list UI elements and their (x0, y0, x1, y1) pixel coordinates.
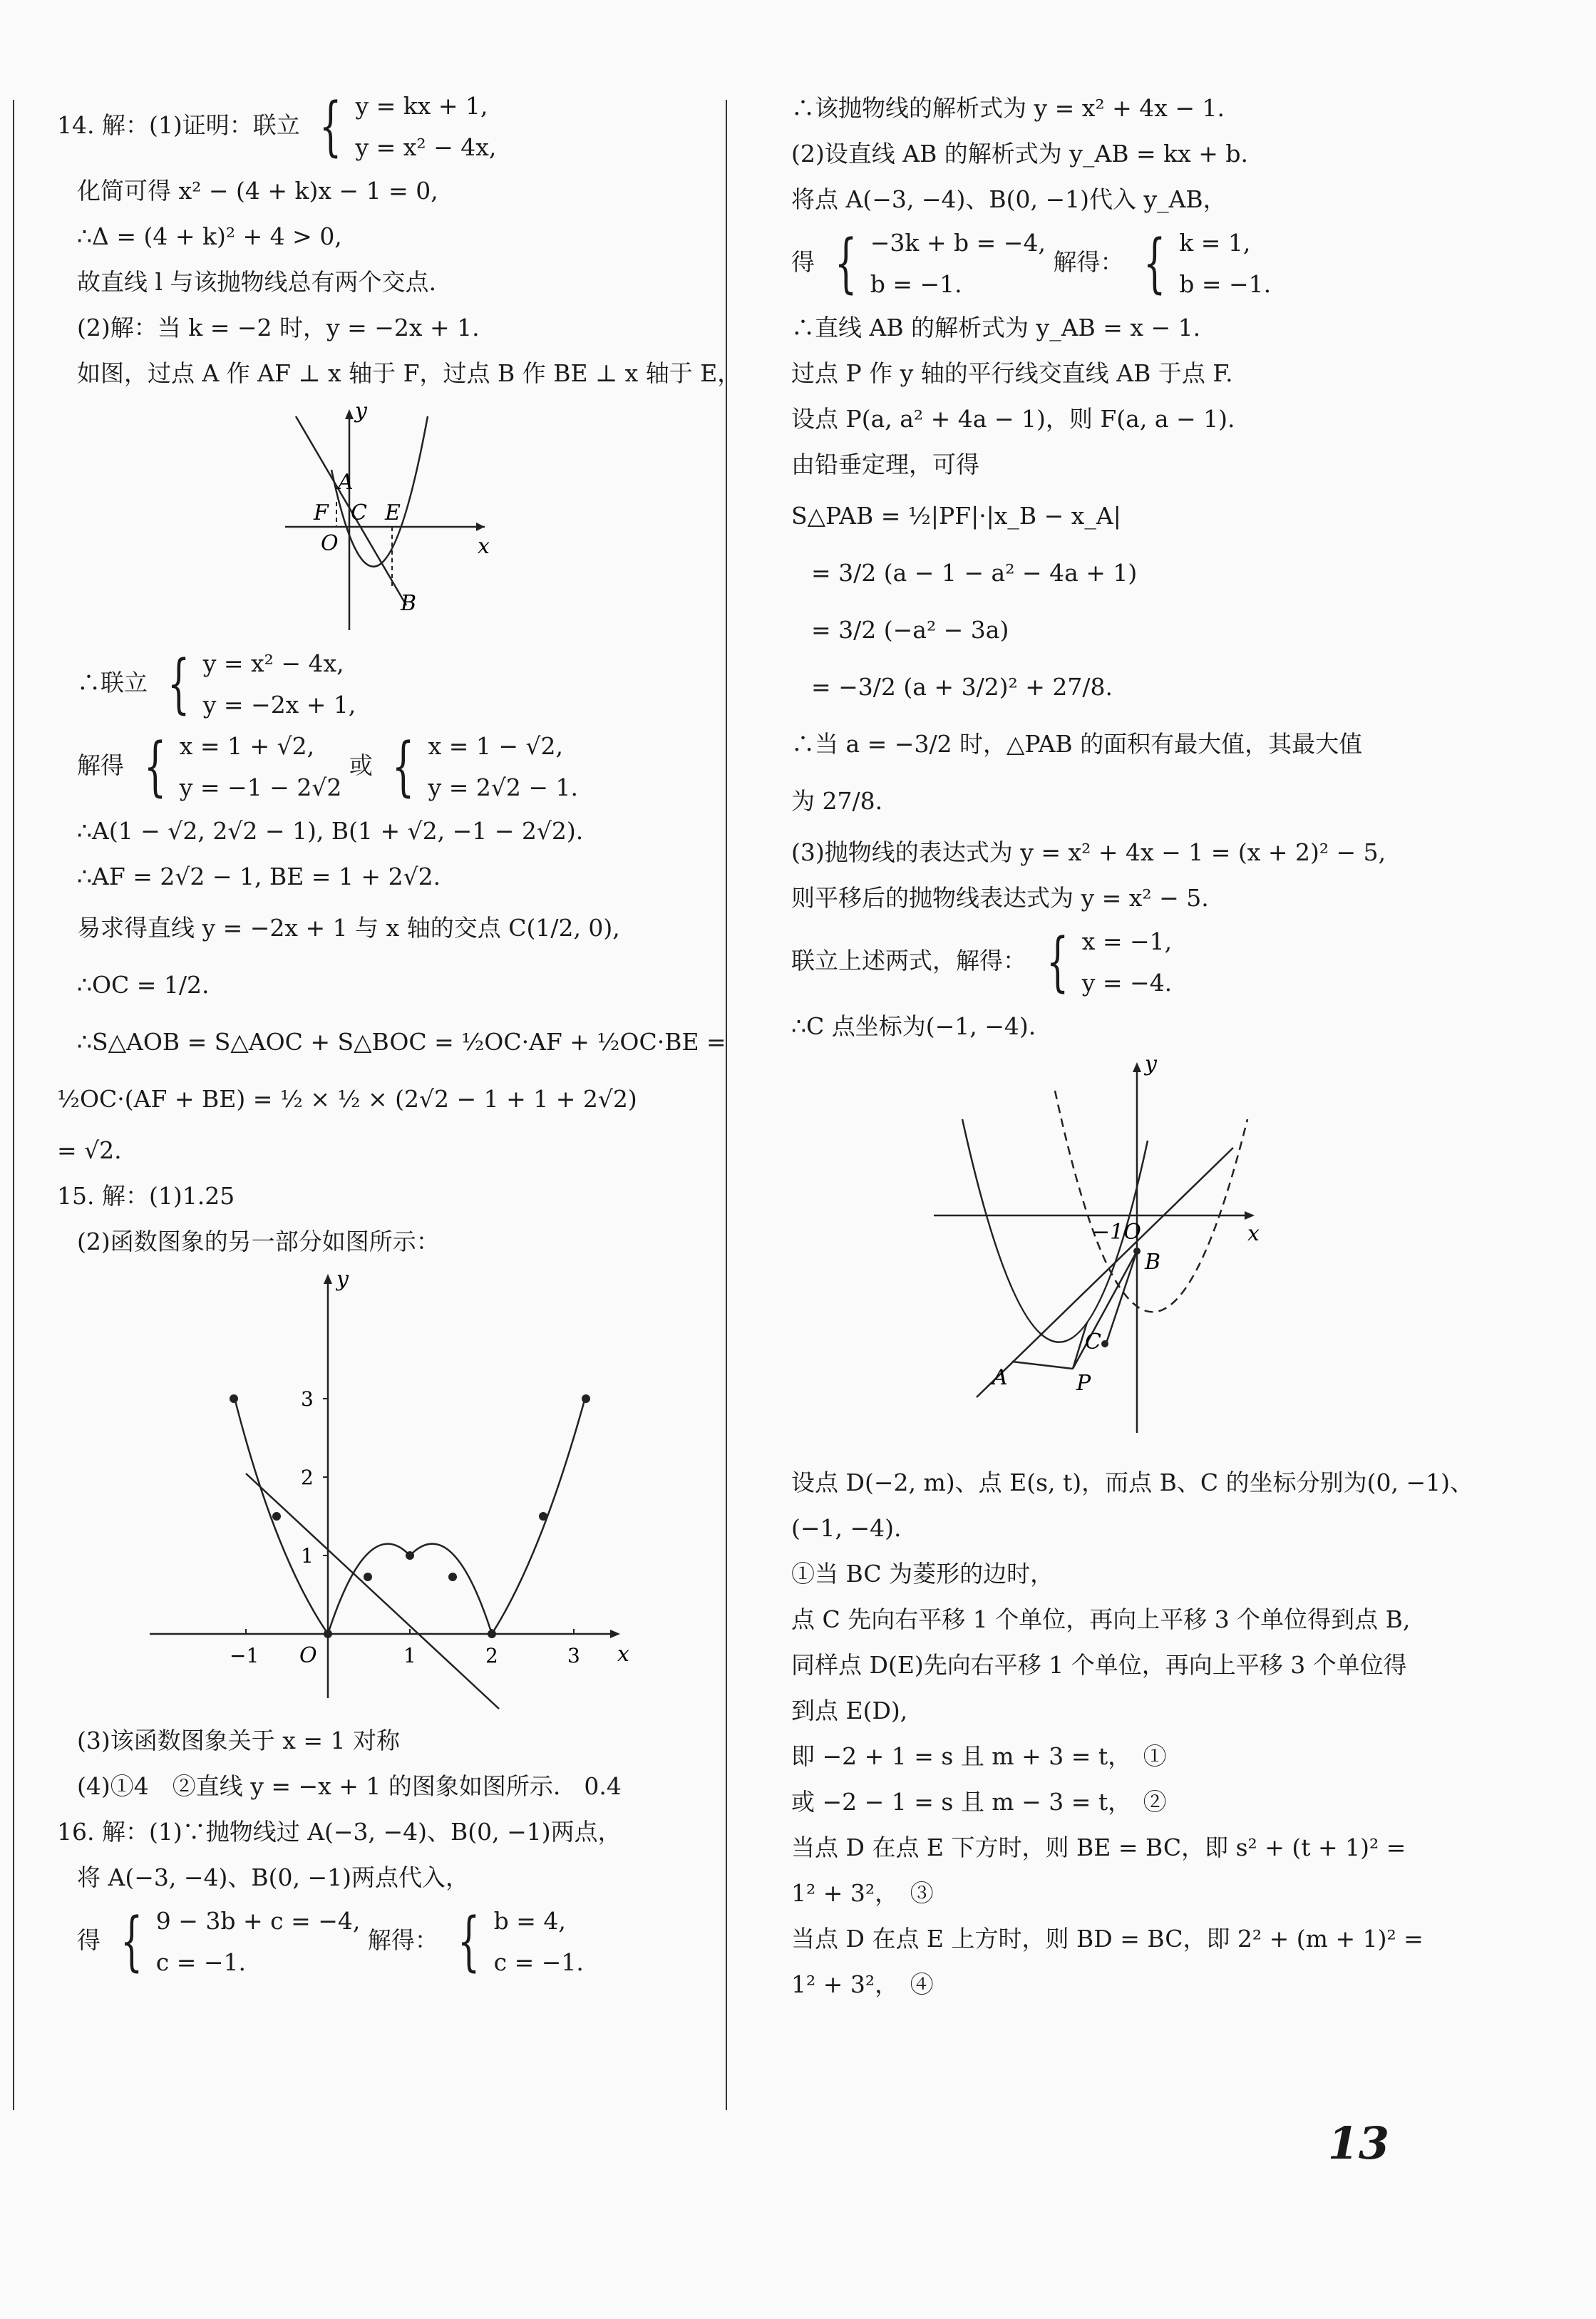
ab-system: { −3k + b = −4, b = −1. (834, 226, 1046, 301)
right-line-19: 设点 D(−2, m)、点 E(s, t)，而点 B、C 的坐标分别为(0, −1)、 (791, 1469, 1473, 1496)
fig2-origin: O (299, 1643, 317, 1668)
right-line-13: ∴当 a = −3/2 时，△PAB 的面积有最大值，其最大值 (791, 730, 1363, 758)
right-line-2: (2)设直线 AB 的解析式为 y_AB = kx + b. (791, 140, 1249, 168)
c-solution: { x = −1, y = −4. (1046, 925, 1173, 999)
q14-line-14: ½OC·(AF + BE) = ½ × ½ × (2√2 − 1 + 1 + 2√2) (57, 1085, 637, 1113)
q14-line-9: ∴A(1 − √2, 2√2 − 1), B(1 + √2, −1 − 2√2). (77, 817, 584, 845)
fig1-origin: O (321, 531, 339, 556)
right-column (791, 86, 1518, 2007)
q15-line-2: (2)函数图象的另一部分如图所示： (77, 1228, 440, 1255)
right-line-26: 或 −2 − 1 = s 且 m − 3 = t， ② (791, 1788, 1167, 1816)
right-line-5: ∴直线 AB 的解析式为 y_AB = x − 1. (791, 314, 1201, 341)
fig3-point-c: C (1085, 1330, 1101, 1354)
right-line-18: ∴C 点坐标为(−1, −4). (791, 1012, 1036, 1040)
q16-line-2: 将 A(−3, −4)、B(0, −1)两点代入， (77, 1863, 469, 1891)
q15-line-4: (4)①4 ②直线 y = −x + 1 的图象如图所示. 0.4 (77, 1772, 622, 1800)
right-line-27: 当点 D 在点 E 下方时，则 BE = BC，即 s² + (t + 1)² = (791, 1834, 1406, 1861)
fig2-tick-x3: 3 (567, 1644, 580, 1667)
right-line-12: = −3/2 (a + 3/2)² + 27/8. (811, 673, 1113, 701)
q14-line-4: 故直线 l 与该抛物线总有两个交点. (77, 268, 437, 296)
right-line-14: 为 27/8. (791, 787, 883, 815)
fig2-x-label: x (617, 1642, 629, 1667)
fig2-tick-y1: 1 (301, 1544, 314, 1568)
right-line-28: 1² + 3²， ③ (791, 1879, 934, 1907)
right-line-17: 联立上述两式，解得： { x = −1, y = −4. (791, 921, 1518, 1004)
q15-line-3: (3)该函数图象关于 x = 1 对称 (77, 1727, 400, 1754)
q14-line-12: ∴OC = 1/2. (77, 971, 210, 999)
right-line-9: S△PAB = ½|PF|·|x_B − x_A| (791, 502, 1121, 530)
right-line-10: = 3/2 (a − 1 − a² − 4a + 1) (811, 559, 1138, 587)
fig1-point-e: E (385, 500, 401, 525)
q14-line-7: ∴联立 { y = x² − 4x, y = −2x + 1, (57, 643, 713, 726)
fig2-y-label: y (336, 1270, 349, 1292)
q14-solution-2: { x = 1 − √2, y = 2√2 − 1. (392, 729, 579, 804)
q15-line-1: 15. 解：(1)1.25 (57, 1182, 235, 1210)
fig3-point-a: A (992, 1365, 1008, 1390)
right-line-29: 当点 D 在点 E 上方时，则 BD = BC，即 2² + (m + 1)² = (791, 1925, 1423, 1953)
left-column (57, 86, 741, 1983)
right-line-7: 设点 P(a, a² + 4a − 1)，则 F(a, a − 1). (791, 405, 1235, 433)
fig1-point-c: C (351, 500, 367, 525)
q16-line-3: 得 { 9 − 3b + c = −4, c = −1. 解得： { b = 4, c = −1. (57, 1901, 713, 1983)
fig3-point-b: B (1145, 1250, 1161, 1275)
right-line-24: 到点 E(D), (791, 1697, 908, 1724)
fig3-y-label: y (1145, 1055, 1157, 1076)
right-line-30: 1² + 3²， ④ (791, 1970, 934, 1998)
fig2-tick-xm1: −1 (230, 1644, 259, 1667)
right-line-20: (−1, −4). (791, 1514, 902, 1542)
right-line-6: 过点 P 作 y 轴的平行线交直线 AB 于点 F. (791, 359, 1233, 387)
left-margin-rule (13, 100, 14, 2110)
q16-solution: { b = 4, c = −1. (458, 1904, 584, 1979)
right-line-16: 则平移后的抛物线表达式为 y = x² − 5. (791, 884, 1209, 912)
q16-parabolas-figure (791, 1055, 1518, 1454)
q14-line-10: ∴AF = 2√2 − 1, BE = 1 + 2√2. (77, 863, 441, 890)
q14-head: 14. 解：(1)证明：联立 { y = kx + 1, y = x² − 4x, (57, 86, 713, 168)
q14-parabola-figure (57, 402, 713, 637)
right-line-1: ∴该抛物线的解析式为 y = x² + 4x − 1. (791, 94, 1225, 122)
column-divider (726, 100, 727, 2110)
fig3-point-p: P (1076, 1371, 1091, 1396)
right-line-25: 即 −2 + 1 = s 且 m + 3 = t， ① (791, 1742, 1167, 1770)
fig3-x-label: x (1247, 1221, 1260, 1246)
fig2-tick-y3: 3 (301, 1387, 314, 1411)
fig3-origin-label: −1O (1092, 1220, 1141, 1245)
right-line-3: 将点 A(−3, −4)、B(0, −1)代入 y_AB， (791, 185, 1227, 213)
q14-solution-1: { x = 1 + √2, y = −1 − 2√2 (143, 729, 342, 804)
page-number: 13 (1327, 2117, 1389, 2169)
right-line-22: 点 C 先向右平移 1 个单位，再向上平移 3 个单位得到点 B, (791, 1605, 1411, 1633)
ab-solution: { k = 1, b = −1. (1143, 226, 1272, 301)
q14-system-1: { y = kx + 1, y = x² − 4x, (319, 89, 497, 164)
right-line-23: 同样点 D(E)先向右平移 1 个单位，再向上平移 3 个单位得 (791, 1651, 1407, 1679)
fig1-point-b: B (401, 591, 417, 616)
right-line-15: (3)抛物线的表达式为 y = x² + 4x − 1 = (x + 2)² − 5, (791, 838, 1386, 866)
fig2-tick-x2: 2 (485, 1644, 498, 1667)
fig1-point-f: F (314, 500, 329, 525)
right-line-21: ①当 BC 为菱形的边时， (791, 1560, 1054, 1588)
q14-line-5: (2)解：当 k = −2 时，y = −2x + 1. (77, 314, 480, 341)
right-line-8: 由铅垂定理，可得 (791, 451, 979, 478)
fig1-x-label: x (478, 534, 490, 559)
fig2-tick-x1: 1 (403, 1644, 416, 1667)
q14-line-13: ∴S△AOB = S△AOC + S△BOC = ½OC·AF + ½OC·BE = (77, 1028, 726, 1056)
q16-line-1: 16. 解：(1)∵抛物线过 A(−3, −4)、B(0, −1)两点， (57, 1818, 622, 1846)
right-line-11: = 3/2 (−a² − 3a) (811, 616, 1009, 644)
q14-line-15: = √2. (57, 1136, 122, 1164)
q14-line-11: 易求得直线 y = −2x + 1 与 x 轴的交点 C(1/2, 0), (77, 914, 620, 942)
fig2-tick-y2: 2 (301, 1466, 314, 1489)
q14-system-2: { y = x² − 4x, y = −2x + 1, (167, 647, 356, 721)
q15-function-graph (57, 1270, 713, 1712)
q14-line-6: 如图，过点 A 作 AF ⊥ x 轴于 F，过点 B 作 BE ⊥ x 轴于 E， (77, 359, 741, 387)
q14-line-2: 化简可得 x² − (4 + k)x − 1 = 0, (77, 177, 438, 205)
q14-line-8: 解得 { x = 1 + √2, y = −1 − 2√2 或 { x = 1 − √2, y = 2√2 − 1. (57, 726, 713, 808)
q16-system: { 9 − 3b + c = −4, c = −1. (120, 1904, 361, 1979)
fig1-point-a: A (338, 470, 354, 495)
q14-line-3: ∴Δ = (4 + k)² + 4 > 0, (77, 222, 342, 250)
right-line-4: 得 { −3k + b = −4, b = −1. 解得： { k = 1, b = −1. (791, 222, 1518, 305)
fig1-y-label: y (355, 402, 367, 423)
